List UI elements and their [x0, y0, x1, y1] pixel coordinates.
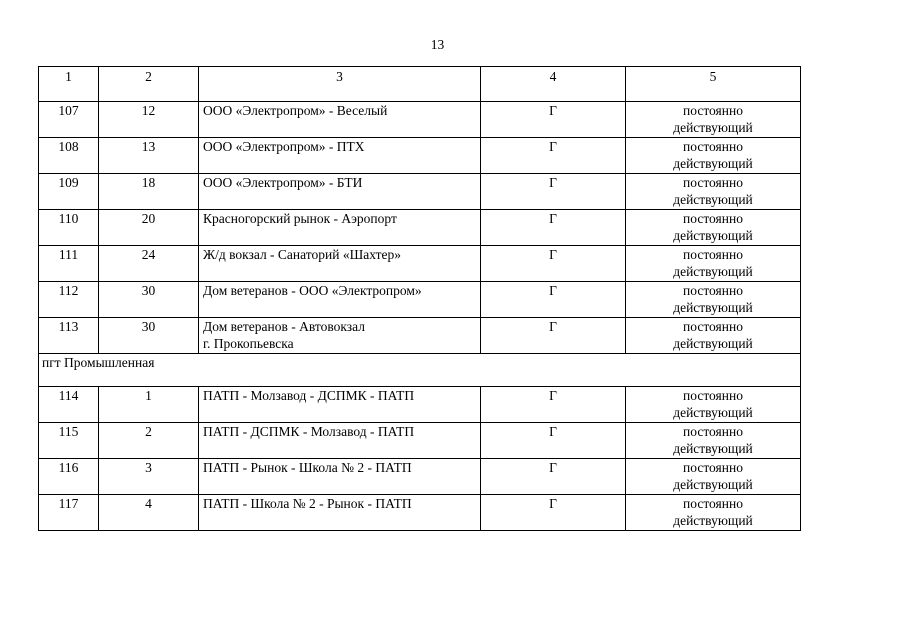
- row-number-cell-line: 113: [58, 319, 79, 334]
- row-number-cell-line: 108: [58, 139, 79, 154]
- route-number-cell: [99, 282, 199, 318]
- transport-type-cell: [481, 282, 626, 318]
- routes-table: [38, 66, 801, 531]
- transport-type-cell-line: Г: [549, 388, 557, 403]
- table-row: [39, 387, 801, 423]
- transport-type-cell-line: Г: [549, 139, 557, 154]
- table-row: [39, 282, 801, 318]
- operation-period-cell: [626, 459, 801, 495]
- transport-type-cell-line: Г: [549, 103, 557, 118]
- operation-period-cell: [626, 246, 801, 282]
- route-number-cell: [99, 459, 199, 495]
- route-number-cell-line: 2: [145, 424, 152, 439]
- route-name-cell-line: ПАТП - ДСПМК - Молзавод - ПАТП: [203, 424, 415, 439]
- row-number-cell: [39, 246, 99, 282]
- transport-type-cell: [481, 174, 626, 210]
- route-number-cell-line: 1: [145, 388, 152, 403]
- operation-period-cell-line: действующий: [673, 513, 753, 528]
- operation-period-cell-line: действующий: [673, 264, 753, 279]
- row-number-cell-line: 114: [58, 388, 79, 403]
- operation-period-cell-line: постоянно: [683, 424, 743, 439]
- header-cell: 2: [99, 67, 199, 102]
- table-row: [39, 246, 801, 282]
- row-number-cell-line: 117: [58, 496, 79, 511]
- route-name-cell: [199, 282, 481, 318]
- route-name-cell: [199, 174, 481, 210]
- row-number-cell: [39, 282, 99, 318]
- row-number-cell: [39, 495, 99, 531]
- route-number-cell: [99, 246, 199, 282]
- route-name-cell-line: Ж/д вокзал - Санаторий «Шахтер»: [203, 247, 402, 262]
- route-number-cell: [99, 102, 199, 138]
- route-number-cell-line: 3: [145, 460, 152, 475]
- operation-period-cell-line: постоянно: [683, 319, 743, 334]
- row-number-cell-line: 110: [58, 211, 79, 226]
- operation-period-cell-line: действующий: [673, 228, 753, 243]
- row-number-cell-line: 109: [58, 175, 79, 190]
- operation-period-cell-line: постоянно: [683, 103, 743, 118]
- route-number-cell-line: 30: [141, 319, 156, 334]
- header-cell: 3: [199, 67, 481, 102]
- transport-type-cell-line: Г: [549, 460, 557, 475]
- route-number-cell-line: 24: [141, 247, 156, 262]
- operation-period-cell-line: постоянно: [683, 139, 743, 154]
- row-number-cell-line: 112: [58, 283, 79, 298]
- operation-period-cell-line: постоянно: [683, 496, 743, 511]
- route-number-cell: [99, 318, 199, 354]
- operation-period-cell-line: действующий: [673, 156, 753, 171]
- transport-type-cell: [481, 459, 626, 495]
- operation-period-cell-line: постоянно: [683, 460, 743, 475]
- route-name-cell: [199, 102, 481, 138]
- route-name-cell-line: ООО «Электропром» - ПТХ: [203, 139, 365, 154]
- operation-period-cell: [626, 102, 801, 138]
- page-number: 13: [430, 37, 445, 52]
- route-name-cell-line: г. Прокопьевска: [203, 336, 294, 351]
- operation-period-cell: [626, 495, 801, 531]
- route-number-cell: [99, 387, 199, 423]
- table-row: [39, 210, 801, 246]
- table-row: [39, 174, 801, 210]
- header-cell: 4: [481, 67, 626, 102]
- operation-period-cell-line: постоянно: [683, 175, 743, 190]
- table-row: [39, 318, 801, 354]
- section-title: пгт Промышленная: [39, 354, 801, 387]
- operation-period-cell-line: постоянно: [683, 283, 743, 298]
- route-number-cell-line: 4: [145, 496, 152, 511]
- transport-type-cell-line: Г: [549, 211, 557, 226]
- transport-type-cell: [481, 318, 626, 354]
- transport-type-cell-line: Г: [549, 175, 557, 190]
- route-name-cell: [199, 423, 481, 459]
- operation-period-cell-line: действующий: [673, 192, 753, 207]
- row-number-cell: [39, 138, 99, 174]
- operation-period-cell-line: действующий: [673, 336, 753, 351]
- operation-period-cell-line: действующий: [673, 120, 753, 135]
- route-name-cell-line: ПАТП - Рынок - Школа № 2 - ПАТП: [203, 460, 412, 475]
- route-name-cell-line: ООО «Электропром» - Веселый: [203, 103, 388, 118]
- operation-period-cell-line: постоянно: [683, 388, 743, 403]
- route-number-cell: [99, 495, 199, 531]
- route-name-cell-line: ПАТП - Молзавод - ДСПМК - ПАТП: [203, 388, 415, 403]
- row-number-cell: [39, 318, 99, 354]
- route-name-cell-line: ПАТП - Школа № 2 - Рынок - ПАТП: [203, 496, 412, 511]
- route-name-cell: [199, 459, 481, 495]
- table-row: [39, 102, 801, 138]
- route-number-cell-line: 20: [141, 211, 156, 226]
- transport-type-cell: [481, 138, 626, 174]
- operation-period-cell: [626, 318, 801, 354]
- route-number-cell-line: 30: [141, 283, 156, 298]
- route-number-cell: [99, 210, 199, 246]
- route-name-cell: [199, 387, 481, 423]
- section-row: [39, 354, 801, 387]
- row-number-cell: [39, 423, 99, 459]
- route-name-cell: [199, 138, 481, 174]
- route-name-cell-line: Красногорский рынок - Аэропорт: [203, 211, 397, 226]
- row-number-cell: [39, 387, 99, 423]
- transport-type-cell: [481, 495, 626, 531]
- row-number-cell-line: 116: [58, 460, 79, 475]
- table-row: [39, 495, 801, 531]
- transport-type-cell: [481, 387, 626, 423]
- transport-type-cell-line: Г: [549, 247, 557, 262]
- operation-period-cell-line: действующий: [673, 405, 753, 420]
- operation-period-cell-line: постоянно: [683, 247, 743, 262]
- route-name-cell: [199, 246, 481, 282]
- route-number-cell-line: 13: [141, 139, 156, 154]
- routes-table-body: [39, 67, 801, 531]
- row-number-cell: [39, 459, 99, 495]
- header-cell: 1: [39, 67, 99, 102]
- operation-period-cell: [626, 387, 801, 423]
- route-name-cell-line: Дом ветеранов - ООО «Электропром»: [203, 283, 422, 298]
- row-number-cell-line: 115: [58, 424, 79, 439]
- table-row: [39, 138, 801, 174]
- transport-type-cell: [481, 210, 626, 246]
- row-number-cell: [39, 102, 99, 138]
- route-name-cell: [199, 318, 481, 354]
- route-name-cell: [199, 495, 481, 531]
- route-name-cell-line: ООО «Электропром» - БТИ: [203, 175, 363, 190]
- route-number-cell: [99, 138, 199, 174]
- table-row: [39, 423, 801, 459]
- header-cell: 5: [626, 67, 801, 102]
- row-number-cell-line: 111: [58, 247, 79, 262]
- table-row: [39, 459, 801, 495]
- transport-type-cell-line: Г: [549, 283, 557, 298]
- route-name-cell: [199, 210, 481, 246]
- operation-period-cell: [626, 423, 801, 459]
- transport-type-cell-line: Г: [549, 319, 557, 334]
- row-number-cell: [39, 210, 99, 246]
- operation-period-cell: [626, 210, 801, 246]
- route-number-cell-line: 18: [141, 175, 156, 190]
- route-name-cell-line: Дом ветеранов - Автовокзал: [203, 319, 365, 334]
- table-header-row: [39, 67, 801, 102]
- transport-type-cell: [481, 246, 626, 282]
- operation-period-cell-line: действующий: [673, 477, 753, 492]
- route-number-cell-line: 12: [141, 103, 156, 118]
- transport-type-cell: [481, 102, 626, 138]
- transport-type-cell: [481, 423, 626, 459]
- row-number-cell: [39, 174, 99, 210]
- route-number-cell: [99, 423, 199, 459]
- operation-period-cell: [626, 138, 801, 174]
- transport-type-cell-line: Г: [549, 424, 557, 439]
- row-number-cell-line: 107: [58, 103, 79, 118]
- operation-period-cell-line: действующий: [673, 300, 753, 315]
- transport-type-cell-line: Г: [549, 496, 557, 511]
- operation-period-cell-line: постоянно: [683, 211, 743, 226]
- route-number-cell: [99, 174, 199, 210]
- operation-period-cell: [626, 174, 801, 210]
- operation-period-cell: [626, 282, 801, 318]
- operation-period-cell-line: действующий: [673, 441, 753, 456]
